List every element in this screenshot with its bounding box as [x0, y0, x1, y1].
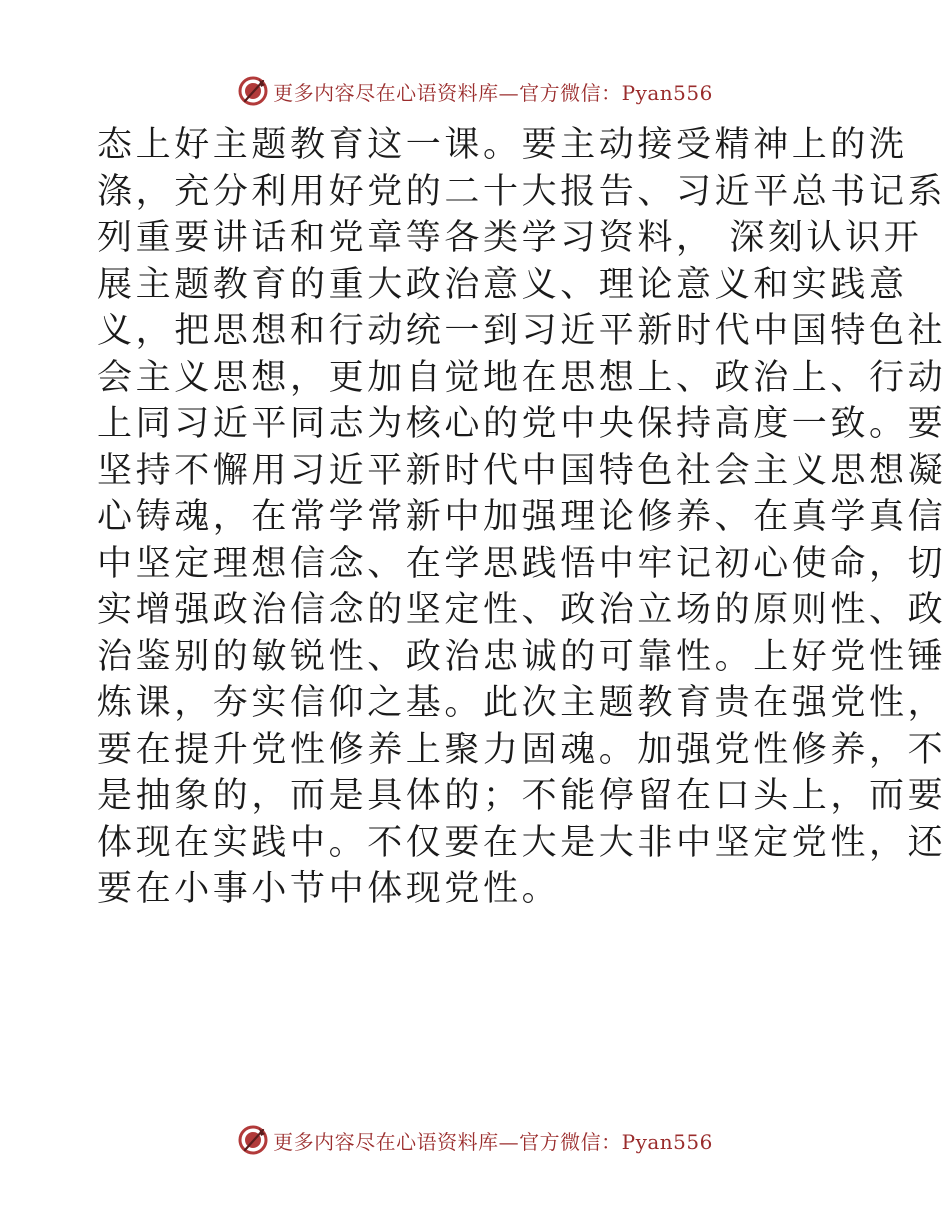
body-line: 涤，充分利用好党的二十大报告、习近平总书记系: [97, 171, 947, 212]
body-line: 要在提升党性修养上聚力固魂。加强党性修养，不: [97, 729, 947, 770]
body-line: 中坚定理想信念、在学思践悟中牢记初心使命，切: [97, 543, 947, 584]
body-line: 治鉴别的敏锐性、政治忠诚的可靠性。上好党性锤: [97, 636, 947, 677]
footer-banner-text: 更多内容尽在心语资料库—官方微信：Pyan556: [273, 1129, 713, 1154]
body-line: 要在小事小节中体现党性。: [97, 869, 561, 909]
header-banner-text: 更多内容尽在心语资料库—官方微信：Pyan556: [273, 80, 713, 105]
document-body: [97, 122, 947, 913]
body-line: 体现在实践中。不仅要在大是大非中坚定党性，还: [97, 822, 947, 863]
body-line: 义，把思想和行动统一到习近平新时代中国特色社: [97, 311, 947, 351]
body-line: 坚持不懈用习近平新时代中国特色社会主义思想凝: [97, 450, 947, 491]
body-line: 上同习近平同志为核心的党中央保持高度一致。要: [97, 404, 947, 444]
body-line: 态上好主题教育这一课。要主动接受精神上的洗: [97, 125, 908, 165]
body-line: 心铸魂，在常学常新中加强理论修养、在真学真信: [97, 497, 947, 537]
body-line: 炼课，夯实信仰之基。此次主题教育贵在强党性，: [97, 683, 947, 723]
footer-banner: [0, 1120, 950, 1160]
body-line: 实增强政治信念的坚定性、政治立场的原则性、政: [97, 590, 947, 630]
body-line: 列重要讲话和党章等各类学习资料， 深刻认识开: [97, 218, 923, 258]
quill-seal-icon: [237, 1124, 269, 1156]
body-line: 是抽象的，而是具体的；不能停留在口头上，而要: [97, 776, 947, 816]
quill-seal-icon: [237, 75, 269, 107]
header-banner: [0, 71, 950, 111]
body-line: 展主题教育的重大政治意义、理论意义和实践意: [97, 264, 908, 305]
body-line: 会主义思想，更加自觉地在思想上、政治上、行动: [97, 357, 947, 398]
